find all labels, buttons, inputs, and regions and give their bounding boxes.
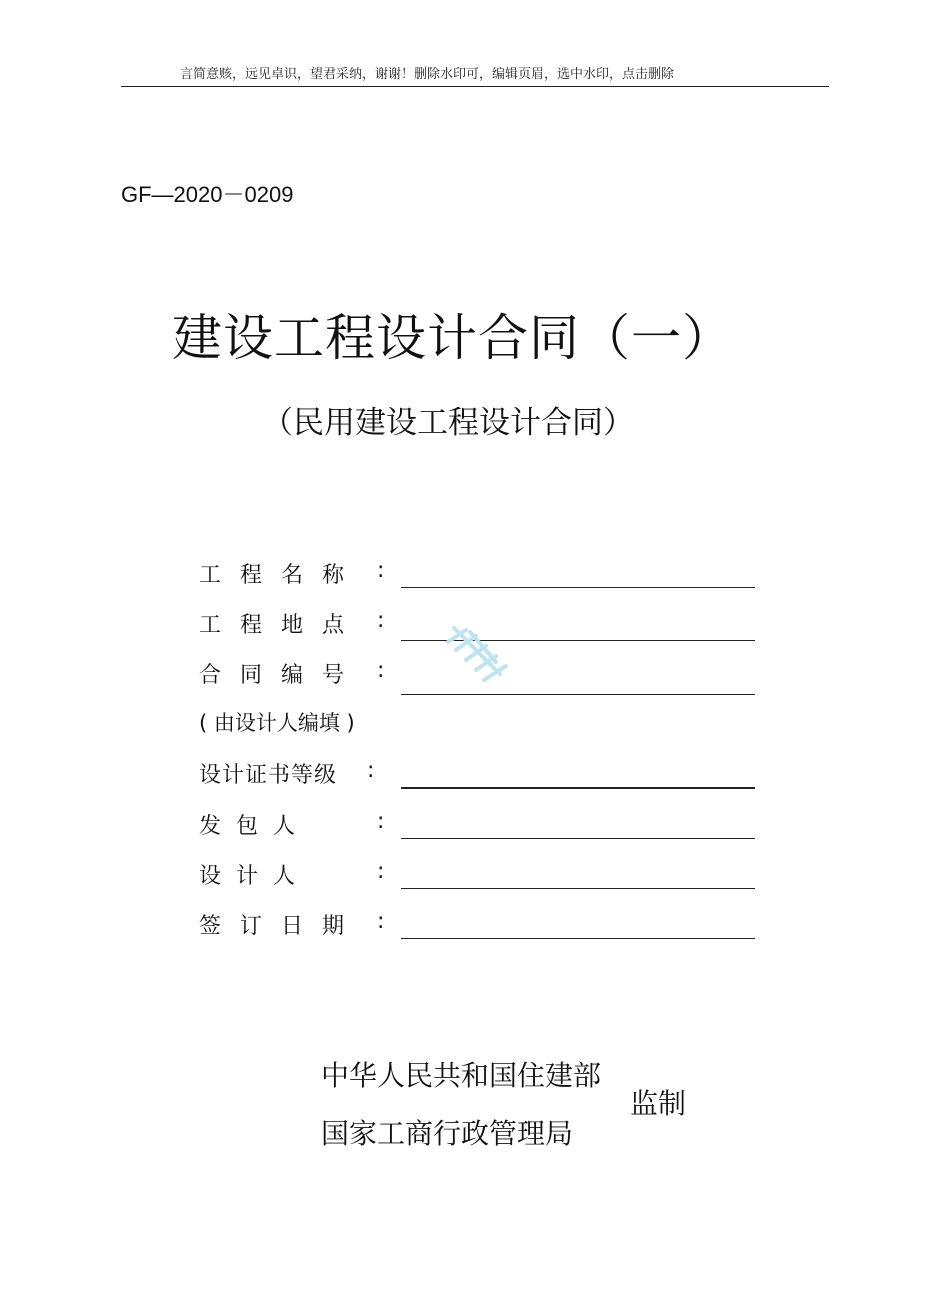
field-colon: :	[377, 859, 385, 884]
field-label: 签 订 日 期	[199, 914, 350, 939]
field-input-line[interactable]	[401, 694, 755, 695]
field-input-line[interactable]	[401, 787, 755, 789]
document-title: 建设工程设计合同（一）	[172, 309, 733, 367]
header-note: 言简意赅，远见卓识，望君采纳，谢谢！删除水印可，编辑页眉，选中水印，点击删除	[180, 67, 675, 82]
field-colon: :	[377, 608, 385, 633]
field-input-line[interactable]	[401, 938, 755, 939]
field-label: 发 包 人	[199, 814, 299, 839]
field-label: 工 程 名 称	[199, 563, 350, 588]
filler-note: ( 由设计人编填 )	[199, 711, 355, 735]
document-subtitle: （民用建设工程设计合同）	[262, 405, 634, 441]
supervise-label: 监制	[630, 1087, 687, 1120]
field-input-line[interactable]	[401, 888, 755, 889]
field-colon: :	[377, 809, 385, 834]
field-input-line[interactable]	[401, 587, 755, 588]
field-colon: :	[367, 758, 375, 783]
issuer-line-1: 中华人民共和国住建部	[321, 1059, 602, 1092]
header-rule	[121, 86, 829, 87]
field-label: 设计证书等级	[199, 763, 338, 788]
field-input-line[interactable]	[401, 838, 755, 839]
field-colon: :	[377, 558, 385, 583]
field-label: 工 程 地 点	[199, 613, 350, 638]
field-label: 设 计 人	[199, 864, 299, 889]
field-colon: :	[377, 909, 385, 934]
field-label: 合 同 编 号	[199, 663, 350, 688]
field-colon: :	[377, 658, 385, 683]
watermark-stamp-icon[interactable]	[440, 622, 516, 686]
issuer-line-2: 国家工商行政管理局	[321, 1117, 574, 1150]
document-code: GF—2020－0209	[121, 182, 294, 207]
